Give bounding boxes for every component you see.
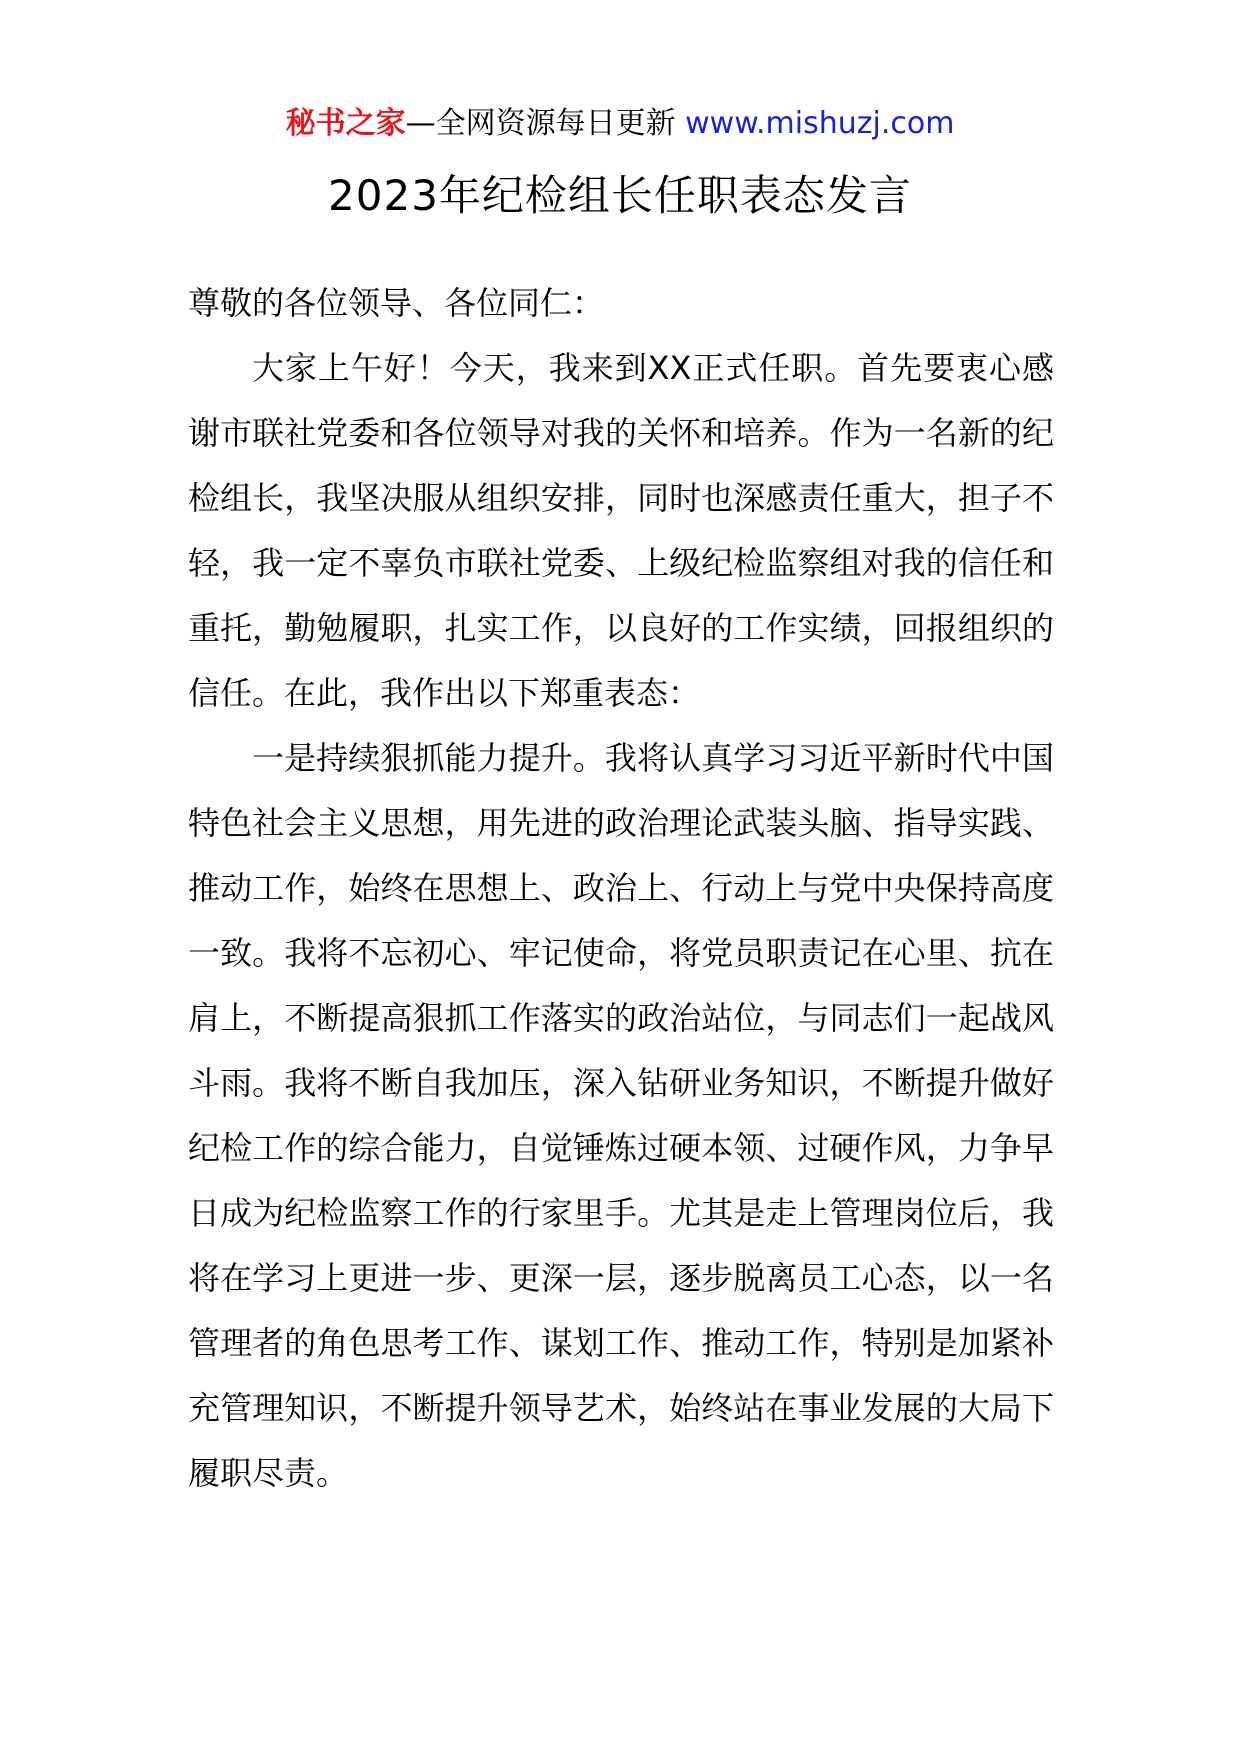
- site-tagline: —全网资源每日更新: [405, 106, 686, 141]
- document-body: [188, 271, 1054, 1506]
- paragraph-point-one: 一是持续狠抓能力提升。我将认真学习习近平新时代中国特色社会主义思想，用先进的政治理论武装头脑、指导实践、推动工作，始终在思想上、政治上、行动上与党中央保持高度一致。我将不忘初心、牢记使命，将党员职责记在心里、抗在肩上，不断提高狠抓工作落实的政治站位，与同志们一起战风斗雨。我将不断自我加压，深入钻研业务知识，不断提升做好纪检工作的综合能力，自觉锤炼过硬本领、过硬作风，力争早日成为纪检监察工作的行家里手。尤其是走上管理岗位后，我将在学习上更进一步、更深一层，逐步脱离员工心态，以一名管理者的角色思考工作、谋划工作、推动工作，特别是加紧补充管理知识，不断提升领导艺术，始终站在事业发展的大局下履职尽责。: [188, 739, 1054, 1492]
- document-title: 2023年纪检组长任职表态发言: [328, 171, 912, 220]
- site-brand: 秘书之家: [285, 106, 406, 141]
- paragraph-opening: 大家上午好！今天，我来到XX正式任职。首先要衷心感谢市联社党委和各位领导对我的关怀和培养。作为一名新的纪检组长，我坚决服从组织安排，同时也深感责任重大，担子不轻，我一定不辜负市联社党委、上级纪检监察组对我的信任和重托，勤勉履职，扎实工作，以良好的工作实绩，回报组织的信任。在此，我作出以下郑重表态：: [188, 349, 1054, 712]
- site-url-link[interactable]: www.mishuzj.com: [685, 106, 955, 141]
- salutation: 尊敬的各位领导、各位同仁：: [188, 284, 605, 322]
- site-header: [0, 104, 1240, 144]
